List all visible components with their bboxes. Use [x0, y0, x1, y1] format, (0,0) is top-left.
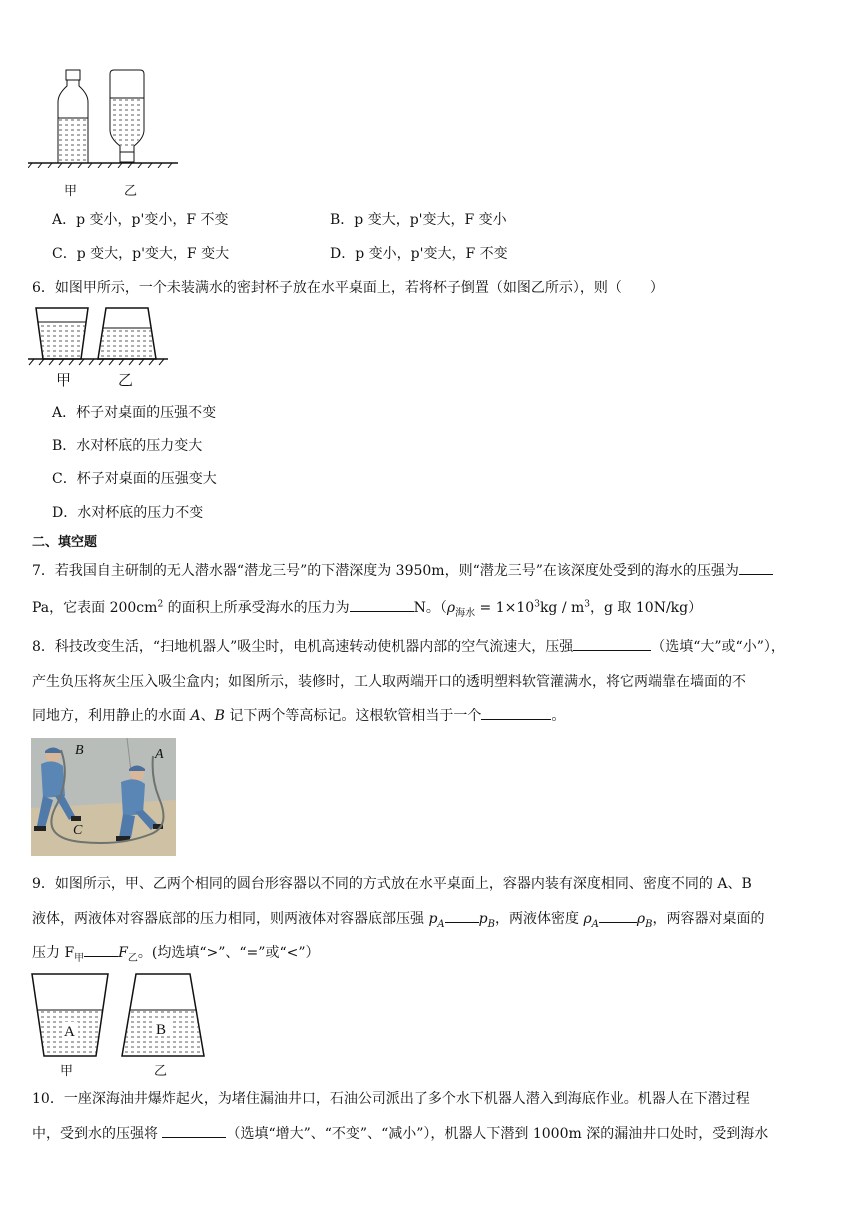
- answer-blank[interactable]: [162, 1123, 226, 1138]
- density-symbol: ρ: [636, 911, 646, 927]
- superscript: 2: [157, 599, 164, 610]
- question-8-text: 记下两个等高标记。这根软管相当于一个: [224, 708, 482, 724]
- option-c: C．杯子对桌面的压强变大: [52, 471, 217, 487]
- unit: kg / m: [539, 600, 585, 616]
- subscript: B: [487, 918, 495, 930]
- question-7-text: N。（: [413, 600, 447, 616]
- superscript: 3: [534, 599, 540, 610]
- force-symbol: F: [118, 945, 128, 961]
- question-10-text: （选填“增大”、“不变”、“减小”），机器人下潜到 1000m 深的漏油井口处时，受到海水: [226, 1126, 769, 1142]
- equation: = 1×10: [475, 600, 535, 616]
- question-9-text: 。(均选填“>”、“=”或“<”）: [137, 945, 320, 961]
- subscript: 海水: [455, 607, 476, 619]
- figure-label-yi: 乙: [154, 1064, 168, 1079]
- liquid-label-a: A: [64, 1024, 75, 1040]
- question-10-text: 中，受到水的压强将: [32, 1126, 163, 1142]
- question-7-text: Pa，它表面 200cm: [32, 600, 158, 616]
- answer-blank[interactable]: [481, 705, 551, 720]
- pressure-symbol: p: [428, 911, 438, 927]
- mark-a: A: [190, 708, 201, 724]
- question-9-line3: [32, 942, 320, 964]
- question-7-text: 7．若我国自主研制的无人潜水器“潜龙三号”的下潜深度为 3950m，则“潜龙三号”在该深度处受到的海水的压强为: [32, 563, 739, 579]
- rho-symbol: ρ: [446, 600, 456, 616]
- question-7-line2: [32, 597, 702, 619]
- figure-label-jia: 甲: [56, 371, 72, 389]
- question-8-text: （选填“大”或“小”），: [651, 639, 785, 655]
- bottle-figure: [28, 68, 178, 168]
- figure-label-yi: 乙: [124, 184, 138, 199]
- question-9-text: 液体，两液体对容器底部的压力相同，则两液体对容器底部压强: [32, 911, 429, 927]
- subscript: A: [437, 918, 445, 930]
- density-symbol: ρ: [583, 911, 592, 927]
- question-8-line2: 产生负压将灰尘压入吸尘盒内；如图所示，装修时，工人取两端开口的透明塑料软管灌满水，将它两端靠在墙面的不: [32, 674, 746, 690]
- workers-hose-photo: [31, 738, 176, 856]
- option-b: B．水对杯底的压力变大: [52, 438, 203, 454]
- section-title: 二、填空题: [32, 535, 98, 550]
- question-10-line2: [32, 1123, 768, 1143]
- figure-label-jia: 甲: [60, 1064, 74, 1079]
- question-9-text: ，两液体密度: [494, 911, 584, 927]
- question-8-text: 。: [551, 708, 566, 724]
- option-a: A．p 变小，p'变小，F 不变: [52, 212, 229, 228]
- question-7-line1: [32, 560, 773, 580]
- option-c: C．p 变大，p'变大，F 变大: [52, 246, 230, 262]
- answer-blank[interactable]: [739, 560, 773, 575]
- figure-label-yi: 乙: [118, 371, 134, 389]
- question-9-text: 压力 F: [32, 945, 75, 961]
- liquid-label-b: B: [156, 1022, 167, 1038]
- question-6-stem: 6．如图甲所示，一个未装满水的密封杯子放在水平桌面上，若将杯子倒置（如图乙所示），则（ ）: [32, 280, 664, 296]
- option-b: B．p 变大，p'变大，F 变小: [330, 212, 507, 228]
- subscript: A: [591, 918, 599, 930]
- subscript: B: [645, 918, 653, 930]
- mark-b: B: [214, 708, 225, 724]
- figure-label-jia: 甲: [64, 184, 78, 199]
- question-8-text: 同地方，利用静止的水面: [32, 708, 191, 724]
- photo-label-b: B: [75, 743, 84, 758]
- answer-blank[interactable]: [599, 908, 637, 923]
- question-9-line1: 9．如图所示，甲、乙两个相同的圆台形容器以不同的方式放在水平桌面上，容器内装有深度相同、密度不同的 A、B: [32, 876, 752, 892]
- question-10-line1: 10．一座深海油井爆炸起火，为堵住漏油井口，石油公司派出了多个水下机器人潜入到海底作业。机器人在下潜过程: [32, 1091, 750, 1107]
- answer-blank[interactable]: [573, 636, 651, 651]
- containers-figure: [28, 970, 218, 1060]
- question-8-line1: [32, 636, 785, 656]
- subscript: 乙: [127, 952, 138, 964]
- photo-label-a: A: [155, 747, 164, 762]
- cup-figure: [28, 304, 168, 366]
- separator: 、: [200, 708, 215, 724]
- option-d: D．水对杯底的压力不变: [52, 505, 204, 521]
- answer-blank[interactable]: [350, 597, 414, 612]
- photo-label-c: C: [73, 823, 83, 838]
- question-7-text: 的面积上所承受海水的压力为: [163, 600, 350, 616]
- superscript: 3: [584, 599, 591, 610]
- question-9-line2: [32, 908, 765, 930]
- question-8-line3: [32, 705, 565, 725]
- subscript: 甲: [74, 952, 85, 964]
- pressure-symbol: p: [478, 911, 488, 927]
- answer-blank[interactable]: [84, 942, 118, 957]
- answer-blank[interactable]: [445, 908, 479, 923]
- question-9-text: ，两容器对桌面的: [652, 911, 765, 927]
- option-d: D．p 变小，p'变大，F 不变: [330, 246, 508, 262]
- question-7-text: ，g 取 10N/kg）: [590, 600, 703, 616]
- question-8-text: 8．科技改变生活，“扫地机器人”吸尘时，电机高速转动使机器内部的空气流速大，压强: [32, 639, 574, 655]
- option-a: A．杯子对桌面的压强不变: [52, 405, 217, 421]
